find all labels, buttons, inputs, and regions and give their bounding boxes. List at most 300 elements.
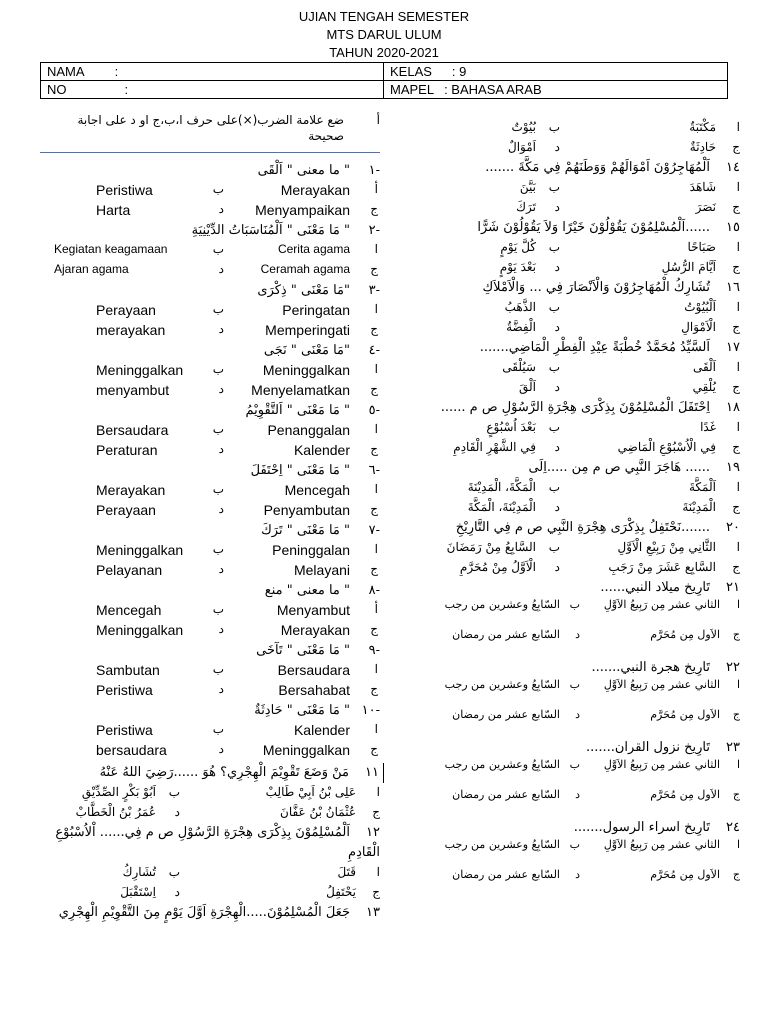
option-letter: ب [569,758,580,771]
option-row [400,238,740,258]
question-line [40,341,380,361]
option-c[interactable]: Memperingati [265,322,350,338]
option-d[interactable]: Perayaan [96,502,156,518]
question-line [400,398,740,418]
question-6 [40,461,380,521]
school-name: MTS DARUL ULUM [326,27,442,42]
option-c[interactable]: السَّابِع عَشَرَ مِنْ رَجَبِ [608,560,716,574]
option-a[interactable]: Peninggalan [272,542,350,558]
question-line [40,581,380,601]
option-letter: ا [736,678,740,691]
option-letter: ا [374,422,378,436]
option-d[interactable]: Harta [96,202,131,218]
question-text: " مَا مَعْنَى " اَلتَّقْوِيْمُ [245,403,350,418]
option-b[interactable]: Peristiwa [96,722,153,738]
question-text: اِحْتَفَلَ الْمُسْلِمُوْنَ بِذِكْرَى هِجْرَةِ الرَّسُوْلِ ص م ...... [440,400,710,415]
question-text: " مَا مَعْنَى " حَادِثَةٌ [254,703,350,718]
option-a[interactable]: Kalender [293,722,350,738]
question-number: ١٥ [726,220,740,235]
option-letter: ج [370,622,378,636]
option-c[interactable]: Bersahabat [278,682,350,698]
question-number: ١٧ [726,340,740,355]
question-text: اَلسَّيِّدُ مُحَمَّدٌ خُطْبَةً عِيْدِ الْفِطْرِ الْمَاضِي....... [479,340,710,355]
date-question-list [400,578,740,898]
option-d[interactable]: الْاَوَّلُ مِنْ مُحَرَّمِ [459,560,536,574]
option-d[interactable]: bersaudara [96,742,167,758]
option-b[interactable]: بُيُوْتٌ [511,120,536,134]
option-a[interactable]: Mencegah [284,482,350,498]
class-cell[interactable] [384,63,728,81]
option-d[interactable]: merayakan [96,322,166,338]
option-d[interactable]: تَرَكَ [516,200,536,214]
option-letter: ا [736,180,740,194]
option-d[interactable]: الْمَدِيْنَةَ، الْمَكَّةَ [467,500,536,514]
option-letter: ب [212,482,224,496]
option-letter: د [554,320,560,334]
option-row [400,838,740,868]
option-letter: ا [374,542,378,556]
option-row [400,538,740,558]
question-line [400,158,740,178]
question-number: ١٢ [366,825,380,840]
option-letter: ا [374,482,378,496]
option-b[interactable]: Mencegah [96,602,162,618]
option-b[interactable]: الذَّهَبُ [504,300,536,314]
option-d[interactable]: Peristiwa [96,682,153,698]
option-b[interactable]: Merayakan [96,482,166,498]
option-a[interactable]: Merayakan [280,182,350,198]
option-a[interactable]: الثاني عشر مِن رَبِيعُ الاَوَّلِ [603,678,720,691]
option-letter: ب [212,182,224,196]
question-٢٠ [400,518,740,578]
question-line [40,521,380,541]
question-number: ١٦ [726,280,740,295]
option-letter: د [554,200,560,214]
option-letter: د [218,622,224,636]
option-letter: د [218,742,224,756]
question-5 [40,401,380,461]
right-column [400,118,740,898]
question-text: " مَا مَعْنَى " تَرَكَ [261,523,350,538]
option-row [40,741,380,761]
question-13-options [400,118,740,158]
option-letter: ب [548,240,560,254]
option-d[interactable]: Pelayanan [96,562,163,578]
question-text: ...... هَاجَرَ النَّبِي ص م مِن .....اِلَى [528,460,710,475]
option-letter: ب [212,362,224,376]
option-letter: ب [212,722,224,736]
option-letter: ج [732,320,740,334]
option-a[interactable]: صَبَاحًا [687,240,716,254]
option-c[interactable]: Kalender [293,442,350,458]
option-row [40,181,380,201]
option-row [400,258,740,278]
option-d[interactable]: عُمَرُ بْنُ الْخَطَّابْ [75,805,156,819]
question-13 [40,903,380,943]
name-cell[interactable] [41,63,384,81]
option-letter: ب [212,542,224,556]
option-d[interactable]: اِسْتَقْبَلَ [120,885,156,899]
exam-title: UJIAN TENGAH SEMESTER [298,9,470,24]
option-letter: ج [370,562,378,576]
question-line [40,461,380,481]
instruction-text: ضع علامة الضرب(×)على حرف ا،ب،ج او د على اجابة صحيحة [77,113,344,143]
question-12 [40,823,380,903]
question-line [40,161,380,181]
option-row [40,661,380,681]
option-a[interactable]: Menyambut [276,602,350,618]
question-number: ١٩ [726,460,740,475]
option-a[interactable]: Cerita agama [277,242,350,256]
option-d[interactable]: Meninggalkan [96,622,184,638]
option-a[interactable]: قَتَلَ [337,865,356,879]
option-letter: ا [736,300,740,314]
question-number: -١ [368,163,380,178]
option-b[interactable]: Meninggalkan [96,542,184,558]
school-year: TAHUN 2020-2021 [329,45,439,60]
option-letter: ج [732,628,740,641]
instruction [40,112,380,153]
option-a[interactable]: Bersaudara [277,662,350,678]
subject-cell[interactable] [384,81,728,99]
option-a[interactable]: اَلْبُيُوْتُ [684,300,716,314]
question-٢١ [400,578,740,658]
option-row [400,418,740,438]
option-letter: ب [212,242,224,256]
option-c[interactable]: يُلْقِي [692,380,716,394]
option-letter: ب [168,785,180,799]
exam-header [0,8,768,62]
option-letter: ا [736,120,740,134]
option-letter: ب [548,480,560,494]
option-a[interactable]: الثاني عشر مِن رَبِيعُ الاَوَّلِ [603,598,720,611]
option-b[interactable]: السّابِعُ وعشرين من رجب [444,678,560,691]
option-letter: ب [212,662,224,676]
option-letter: ب [212,422,224,436]
option-row [400,558,740,578]
option-b[interactable]: الْمَكَّةَ، الْمَدِيْنَةَ [467,480,536,494]
question-line [400,338,740,358]
option-b[interactable]: كُلَّ يَوْمٍ [500,240,536,254]
option-letter: ج [732,380,740,394]
instruction-number: أ [376,113,380,127]
option-letter: ج [732,868,740,881]
question-11 [40,763,380,823]
option-row [400,178,740,198]
question-٢٣ [400,738,740,818]
option-b[interactable]: السّابِعُ وعشرين من رجب [444,758,560,771]
option-letter: ب [548,420,560,434]
question-line [40,221,380,241]
option-letter: ا [736,360,740,374]
option-row [40,261,380,281]
question-line [40,701,380,721]
option-letter: ا [374,242,378,256]
option-row [400,868,740,898]
option-row [400,478,740,498]
option-letter: ج [732,708,740,721]
option-row [400,758,740,788]
option-letter: د [218,322,224,336]
question-text: " مَا مَعْنَى " اَلْمُنَاسَبَاتُ الدِّيْنِيَةِ [191,223,350,238]
option-b[interactable]: السّابِعُ وعشرين من رجب [444,838,560,851]
option-letter: د [575,708,580,721]
question-text: " مَا مَعْنَى " تَآخَى [256,643,350,658]
question-line [400,738,740,758]
option-row [400,678,740,708]
option-letter: ب [569,838,580,851]
option-letter: ا [374,362,378,376]
option-a[interactable]: Meninggalkan [262,362,350,378]
question-٢٤ [400,818,740,898]
left-column [40,112,380,943]
option-d[interactable]: اَلْقَ [519,380,536,394]
option-c[interactable]: Menyelamatkan [251,382,350,398]
option-letter: ب [569,598,580,611]
name-separator: : [114,64,119,79]
option-letter: ب [548,180,560,194]
option-letter: ج [732,140,740,154]
subject-label: MAPEL [390,82,435,97]
question-9 [40,641,380,701]
option-a[interactable]: الثَّانِي مِنْ رَبِيْعِ الْاَوَّلِ [617,540,716,554]
question-number: ٢٠ [726,520,740,535]
question-text: .......نَحْتَفِلُ بِذِكْرَى هِجْرَةِ النَّبِي ص م فِي التَّارِيْخِ [455,520,710,535]
question-line [400,218,740,238]
option-c[interactable]: الاَول مِن مُحَرَّم [650,788,720,801]
question-text: " ما معنى " منع [264,583,350,598]
class-label: KELAS [390,64,432,79]
option-letter: ج [732,260,740,274]
option-b[interactable]: تُشَارِكُ [122,865,156,879]
question-line [400,658,740,678]
option-letter: ب [548,120,560,134]
student-info-table [40,62,728,99]
option-row [40,721,380,741]
question-text: تَارِيخ ميلاد النبي...... [600,580,710,595]
option-letter: ج [732,200,740,214]
question-number: -٦ [368,463,380,478]
option-c[interactable]: الْمَدِيْنَةَ [682,500,716,514]
option-letter: د [554,440,560,454]
option-b[interactable]: السّابِعُ وعشرين من رجب [444,598,560,611]
option-letter: د [554,560,560,574]
option-a[interactable]: الثاني عشر مِن رَبِيعُ الاَوَّلِ [603,838,720,851]
option-a[interactable]: غَدًا [700,420,716,434]
option-row [40,361,380,381]
option-a[interactable]: Penanggalan [267,422,350,438]
number-separator: : [124,82,129,97]
option-letter: ا [736,598,740,611]
question-line [400,458,740,478]
option-d[interactable]: اَمْوَالٌ [507,140,536,154]
question-line [40,641,380,661]
option-c[interactable]: فِي الْاُسْبُوْعِ الْمَاضِي [617,440,716,454]
question-7 [40,521,380,581]
option-a[interactable]: عَلِى بْنُ اَبِيْ طَالِبْ [265,785,356,799]
option-letter: د [575,628,580,641]
option-row [400,788,740,818]
option-c[interactable]: الاَول مِن مُحَرَّم [650,708,720,721]
option-letter: أ [374,182,378,196]
option-c[interactable]: عُثْمَانُ بْنُ عَفَّانَ [280,805,356,819]
option-letter: ا [736,420,740,434]
question-text: تُشَارِكُ الْمُهَاجِرُوْنَ وَالْاَنْصَارَ فِي ... وَالْاَمْلاَكِ [482,280,710,295]
option-letter: د [554,260,560,274]
option-row [40,301,380,321]
option-letter: د [174,805,180,819]
option-letter: ج [732,500,740,514]
option-letter: د [218,502,224,516]
option-letter: ج [372,885,380,899]
option-letter: ب [548,540,560,554]
option-d[interactable]: الْفِضَّةُ [506,320,536,334]
option-b[interactable]: بَيَّنَ [519,180,536,194]
option-a[interactable]: الثاني عشر مِن رَبِيعُ الاَوَّلِ [603,758,720,771]
option-d[interactable]: السّابع عشر من رمضان [452,868,560,881]
option-row [40,421,380,441]
question-line [400,578,740,598]
option-row [40,681,380,701]
option-letter: ا [736,838,740,851]
option-b[interactable]: Peristiwa [96,182,153,198]
question-text: جَعَلَ الْمُسْلِمُوْنَ.....الْهِجْرَةِ اَوَّلَ يَوْمٍ مِنَ التَّقْوِيْمِ الْهِجْرِي [58,905,350,920]
option-row [40,321,380,341]
question-line [40,281,380,301]
option-c[interactable]: يَحْتَفِلُ [326,885,356,899]
question-number: -٣ [368,283,380,298]
option-row [400,198,740,218]
option-c[interactable]: نَصَرَ [695,200,716,214]
option-b[interactable]: اَبُوْ بَكْرٍ الصِّدِّيْقِ [81,785,156,799]
option-row [40,601,380,621]
option-c[interactable]: Melayani [293,562,350,578]
option-d[interactable]: Peraturan [96,442,158,458]
option-letter: ج [732,788,740,801]
option-c[interactable]: الاَول مِن مُحَرَّم [650,628,720,641]
option-d[interactable]: السّابع عشر من رمضان [452,628,560,641]
option-c[interactable]: الاَول مِن مُحَرَّم [650,868,720,881]
option-a[interactable]: Peringatan [282,302,350,318]
option-b[interactable]: Bersaudara [96,422,169,438]
option-c[interactable]: Meninggalkan [262,742,350,758]
question-3 [40,281,380,341]
option-row [400,438,740,458]
option-d[interactable]: بَعْدَ يَوْمٍ [499,260,536,274]
option-a[interactable]: شَاهَدَ [689,180,716,194]
question-number: ٢١ [726,580,740,595]
question-١٦ [400,278,740,338]
option-letter: ج [370,682,378,696]
option-row [400,318,740,338]
option-letter: ب [548,360,560,374]
option-row [400,498,740,518]
option-c[interactable]: اَيَّامَ الرُّسُلِ [661,260,716,274]
option-b[interactable]: Kegiatan keagamaan [54,242,168,256]
option-b[interactable]: بَعْدَ اُسْبُوْعٍ [486,420,536,434]
question-line [400,818,740,838]
option-letter: ا [736,480,740,494]
option-row [40,621,380,641]
option-a[interactable]: مَكْتَبَةٌ [689,120,716,134]
option-letter: د [218,442,224,456]
question-number: -٥ [368,403,380,418]
subject-value: : BAHASA ARAB [444,82,542,97]
number-cell[interactable] [41,81,384,99]
question-number: -٨ [368,583,380,598]
question-text: " مَا مَعْنَى " اِحْتَفَلَ [250,463,350,478]
question-1 [40,161,380,221]
option-a[interactable]: اَلْقَى [692,360,716,374]
option-c[interactable]: حَادِثَةٌ [689,140,716,154]
option-row [400,358,740,378]
option-row [400,598,740,628]
question-١٨ [400,398,740,458]
option-row [40,561,380,581]
option-letter: أ [374,602,378,616]
question-number: -٢ [368,223,380,238]
option-d[interactable]: Ajaran agama [54,262,129,276]
option-row [400,298,740,318]
option-row [40,501,380,521]
option-letter: ا [736,540,740,554]
question-text: مَنْ وَضَعَ تَقْوِيْمَ الْهِجْرِي؟ هُوَ ......رَضِيَ اللهُ عَنْهُ [99,765,349,780]
option-d[interactable]: السّابع عشر من رمضان [452,788,560,801]
question-line [400,518,740,538]
question-number: ١٨ [726,400,740,415]
question-number: -٧ [368,523,380,538]
option-letter: د [218,562,224,576]
question-text: تَارِيخ اسراء الرسول....... [573,820,710,835]
option-b[interactable]: Perayaan [96,302,156,318]
option-letter: ا [376,865,380,879]
option-letter: ا [374,302,378,316]
option-b[interactable]: السَّابِعُ مِنْ رَمَضَانَ [446,540,536,554]
option-letter: ب [212,302,224,316]
option-row [400,378,740,398]
option-letter: د [218,262,224,276]
vocab-question-list [40,161,380,761]
option-d[interactable]: menyambut [96,382,170,398]
option-d[interactable]: فِي الشَّهْرِ الْقَادِمِ [453,440,536,454]
option-letter: د [218,382,224,396]
option-c[interactable]: الْاَمْوَالِ [681,320,716,334]
option-b[interactable]: سَيُلْقَى [502,360,536,374]
question-number: ١٤ [726,160,740,175]
option-b[interactable]: Sambutan [96,662,160,678]
option-d[interactable]: السّابع عشر من رمضان [452,708,560,721]
option-row [40,381,380,401]
option-letter: ب [212,602,224,616]
option-letter: ج [370,382,378,396]
question-text: اَلْمُسْلِمُوْنَ بِذِكْرَى هِجْرَةِ الرَّسُوْلِ ص م فِي...... اْلاُسْبُوْعِ الْقَادِمِ [55,825,380,860]
option-c[interactable]: Penyambutan [263,502,350,518]
option-row [400,628,740,658]
option-c[interactable]: Merayakan [280,622,350,638]
question-١٧ [400,338,740,398]
option-a[interactable]: اَلْمَكَّةَ [689,480,716,494]
option-letter: ا [736,758,740,771]
option-letter: ا [376,785,380,799]
question-text: "مَا مَعْنَى " نَجَى [263,343,350,358]
option-letter: ج [732,560,740,574]
option-c[interactable]: Ceramah agama [260,262,350,276]
option-b[interactable]: Meninggalkan [96,362,184,378]
option-c[interactable]: Menyampaikan [255,202,350,218]
question-text: "مَا مَعْنَى " ذِكْرَى [257,283,350,298]
option-letter: ب [569,678,580,691]
question-number: ٢٣ [726,740,740,755]
